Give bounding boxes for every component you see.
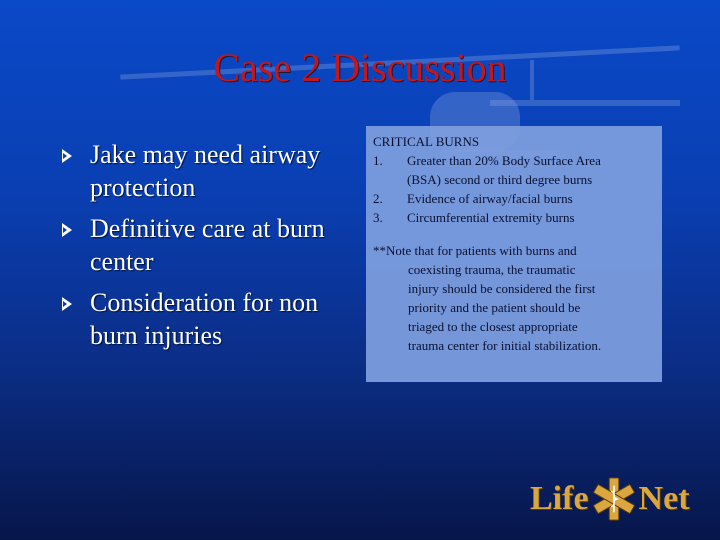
note-line: triaged to the closest appropriate <box>408 319 578 334</box>
info-item-text: Evidence of airway/facial burns <box>407 191 573 206</box>
slide-title: Case 2 Discussion <box>213 45 507 90</box>
info-item <box>373 151 658 170</box>
logo-word-left: Life <box>530 480 589 517</box>
critical-burns-text <box>373 132 658 355</box>
arrow-bullet-icon <box>62 223 72 237</box>
bullet-item <box>62 138 352 204</box>
info-item <box>373 189 658 208</box>
info-item-number: 2. <box>373 191 383 206</box>
bullet-text: Consideration for non burn injuries <box>90 288 319 350</box>
arrow-bullet-icon <box>62 297 72 311</box>
bullet-item <box>62 286 352 352</box>
info-item <box>373 170 658 189</box>
note-line: trauma center for initial stabilization. <box>408 338 602 353</box>
info-heading: CRITICAL BURNS <box>373 134 480 149</box>
note-line: coexisting trauma, the traumatic <box>408 262 576 277</box>
info-item-number: 1. <box>373 153 383 168</box>
bullet-text: Jake may need airway protection <box>90 140 321 202</box>
info-note <box>373 241 658 355</box>
info-item <box>373 208 658 227</box>
note-line: **Note that for patients with burns and <box>373 243 577 258</box>
bullet-text: Definitive care at burn center <box>90 214 325 276</box>
info-item-text: Greater than 20% Body Surface Area <box>407 153 601 168</box>
lifenet-logo <box>530 472 710 526</box>
note-line: injury should be considered the first <box>408 281 596 296</box>
note-line: priority and the patient should be <box>408 300 581 315</box>
info-item-text: Circumferential extremity burns <box>407 210 575 225</box>
arrow-bullet-icon <box>62 149 72 163</box>
info-item-number <box>373 170 407 189</box>
logo-word-right: Net <box>638 480 690 517</box>
info-item-number: 3. <box>373 210 383 225</box>
info-item-text: (BSA) second or third degree burns <box>407 172 593 187</box>
bullet-list <box>62 138 352 360</box>
star-of-life-icon <box>591 476 637 522</box>
bullet-item <box>62 212 352 278</box>
